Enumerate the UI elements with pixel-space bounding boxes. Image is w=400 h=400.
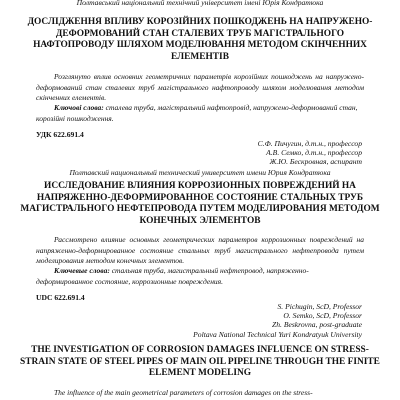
ru-author-1: С.Ф. Пичугин, д.т.н., профессор bbox=[257, 139, 362, 148]
ru-title: ИССЛЕДОВАНИЕ ВЛИЯНИЯ КОРРОЗИОННЫХ ПОВРЕЖДЕНИЙ НА НАПРЯЖЕННО-ДЕФОРМИРОВАННОЕ СОСТОЯНИЕ СТАЛЬНЫХ ТРУБ МАГИСТРАЛЬНОГО НЕФТЕПРОВОДА ПУТЕМ МОДЕЛИРОВАНИЯ МЕТОДОМ КОНЕЧНЫХ ЭЛЕМЕНТОВ bbox=[20, 181, 380, 226]
en-author-2: O. Semko, ScD, Professor bbox=[283, 311, 362, 321]
en-title: THE INVESTIGATION OF CORROSION DAMAGES INFLUENCE ON STRESS-STRAIN STATE OF STEEL PIPES OF MAIN OIL PIPELINE THROUGH THE FINITE ELEMENT MODELING bbox=[20, 345, 380, 379]
ua-abstract-text: Розглянуто вплив основних геометричних параметрів корозійних пошкоджень на напружено-деформований стан сталевих труб магістрального нафтопроводу шляхом моделювання методом скінченних елементів. bbox=[36, 72, 364, 103]
ru-author-2: А.В. Семко, д.т.н., профессор bbox=[266, 148, 362, 158]
ru-abstract bbox=[36, 235, 364, 267]
ua-keywords-label: Ключові слова: bbox=[54, 103, 104, 112]
en-abstract bbox=[36, 388, 364, 399]
en-abstract-text: The influence of the main geometrical parameters of corrosion damages on the stress- bbox=[54, 388, 313, 397]
ru-udc: УДК 622.691.4 bbox=[36, 130, 84, 139]
en-udc: UDC 622.691.4 bbox=[36, 293, 85, 302]
en-authors bbox=[272, 302, 362, 330]
ru-keywords bbox=[36, 266, 364, 287]
ru-abstract-text: Рассмотрено влияние основных геометрических параметров коррозионных повреждений на напряженно-деформированное состояние стальных труб магистрального нефтепровода путем моделирования методом конечных элементов. bbox=[36, 235, 364, 266]
ru-keywords-label: Ключевые слова: bbox=[54, 266, 110, 275]
ua-keywords bbox=[36, 103, 364, 124]
en-author-3: Zh. Beskrovna, post-graduate bbox=[272, 320, 362, 330]
en-university: Poltava National Technical Yuri Kondratyuk University bbox=[193, 330, 362, 339]
en-author-1: S. Pichugin, ScD, Professor bbox=[277, 302, 362, 311]
ru-keywords-text: стальная труба, магистральный нефтепровод, напряженно-деформированное состояние, коррозионные повреждения. bbox=[36, 266, 309, 286]
ua-abstract bbox=[36, 72, 364, 104]
ru-authors bbox=[258, 139, 362, 167]
ua-keywords-text: сталева труба, магістральний нафтопровід, напружено-деформований стан, корозійні пошкодження. bbox=[36, 103, 358, 123]
ua-university: Полтавський національний технічний університет імені Юрія Кондратюка bbox=[76, 0, 324, 7]
ru-author-3: Ж.Ю. Бескровная, аспирант bbox=[269, 157, 362, 167]
ua-title: ДОСЛІДЖЕННЯ ВПЛИВУ КОРОЗІЙНИХ ПОШКОДЖЕНЬ НА НАПРУЖЕНО-ДЕФОРМОВАНИЙ СТАН СТАЛЕВИХ ТРУБ МАГІСТРАЛЬНОГО НАФТОПРОВОДУ ШЛЯХОМ МОДЕЛЮВАННЯ МЕТОДОМ СКІНЧЕННИХ ЕЛЕМЕНТІВ bbox=[27, 17, 373, 62]
ru-university: Полтавский национальный технический университет имени Юрия Кондратюка bbox=[69, 168, 331, 177]
